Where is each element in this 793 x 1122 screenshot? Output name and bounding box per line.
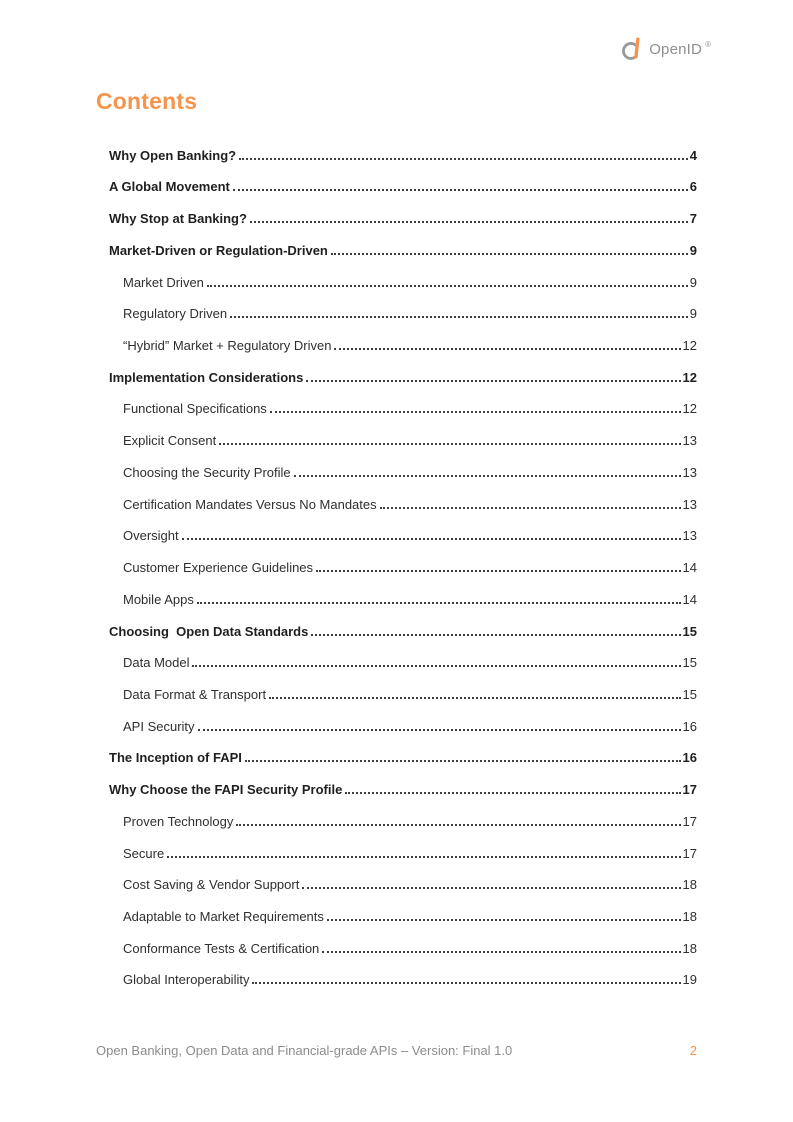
toc-dot-leader	[192, 665, 680, 667]
toc-entry-page-number: 14	[682, 560, 697, 576]
toc-dot-leader	[245, 760, 681, 762]
toc-entry-page-number: 12	[682, 401, 697, 417]
toc-entry-label: Regulatory Driven	[123, 306, 228, 322]
toc-dot-leader	[182, 538, 681, 540]
toc-entry[interactable]	[109, 353, 697, 385]
toc-dot-leader	[294, 475, 681, 477]
toc-entry[interactable]	[109, 924, 697, 956]
toc-entry-page-number: 14	[682, 591, 697, 607]
toc-entry-page-number: 13	[682, 528, 697, 544]
toc-entry[interactable]	[109, 321, 697, 353]
toc-entry-page-number: 18	[682, 877, 697, 893]
toc-entry[interactable]	[109, 131, 697, 163]
toc-dot-leader	[311, 634, 680, 636]
registered-trademark-symbol: ®	[705, 39, 711, 49]
toc-entry-label: Proven Technology	[123, 813, 234, 829]
toc-entry-label: Why Stop at Banking?	[109, 211, 247, 227]
toc-dot-leader	[252, 982, 680, 984]
toc-entry-page-number: 13	[682, 496, 697, 512]
toc-entry-page-number: 9	[689, 242, 697, 258]
toc-entry[interactable]	[109, 892, 697, 924]
toc-entry-page-number: 6	[689, 179, 697, 195]
toc-entry-label: Why Open Banking?	[109, 147, 237, 163]
toc-entry[interactable]	[109, 194, 697, 226]
toc-entry-page-number: 12	[682, 338, 697, 354]
toc-entry-label: Explicit Consent	[123, 433, 217, 449]
toc-entry[interactable]	[109, 543, 697, 575]
toc-dot-leader	[345, 792, 680, 794]
toc-entry-page-number: 17	[682, 813, 697, 829]
toc-entry-label: A Global Movement	[109, 179, 230, 195]
toc-entry-label: Functional Specifications	[123, 401, 267, 417]
toc-entry-label: Data Model	[123, 655, 190, 671]
contents-heading: Contents	[96, 88, 198, 114]
toc-entry[interactable]	[109, 512, 697, 544]
toc-entry-page-number: 15	[682, 686, 697, 702]
toc-entry[interactable]	[109, 607, 697, 639]
table-of-contents	[109, 131, 697, 987]
toc-dot-leader	[230, 316, 688, 318]
toc-entry[interactable]	[109, 416, 697, 448]
toc-entry-label: “Hybrid” Market + Regulatory Driven	[123, 338, 332, 354]
toc-entry-page-number: 15	[682, 623, 697, 639]
toc-entry-label: Market-Driven or Regulation-Driven	[109, 242, 328, 258]
toc-entry-label: Adaptable to Market Requirements	[123, 908, 324, 924]
toc-entry-label: Data Format & Transport	[123, 686, 267, 702]
toc-entry-page-number: 18	[682, 940, 697, 956]
page-footer	[96, 1043, 697, 1058]
toc-dot-leader	[250, 221, 688, 223]
toc-entry-page-number: 15	[682, 655, 697, 671]
toc-dot-leader	[302, 887, 680, 889]
toc-dot-leader	[316, 570, 680, 572]
toc-entry[interactable]	[109, 448, 697, 480]
toc-dot-leader	[233, 189, 688, 191]
toc-entry-page-number: 13	[682, 464, 697, 480]
openid-logo-text: OpenID	[649, 40, 703, 58]
toc-entry-page-number: 12	[682, 369, 697, 385]
toc-entry[interactable]	[109, 385, 697, 417]
toc-entry-label: Choosing Open Data Standards	[109, 623, 309, 639]
toc-dot-leader	[306, 380, 680, 382]
toc-entry-page-number: 17	[682, 782, 697, 798]
toc-entry-page-number: 4	[689, 147, 697, 163]
footer-document-title: Open Banking, Open Data and Financial-grade APIs – Version: Final 1.0	[96, 1043, 513, 1058]
toc-entry-page-number: 9	[689, 306, 697, 322]
toc-entry[interactable]	[109, 734, 697, 766]
toc-entry[interactable]	[109, 226, 697, 258]
toc-entry[interactable]	[109, 575, 697, 607]
toc-entry-label: Customer Experience Guidelines	[123, 560, 314, 576]
toc-dot-leader	[236, 824, 680, 826]
toc-entry[interactable]	[109, 829, 697, 861]
toc-entry-label: Implementation Considerations	[109, 369, 304, 385]
toc-dot-leader	[270, 411, 681, 413]
toc-entry-label: Choosing the Security Profile	[123, 464, 291, 480]
toc-entry-label: Market Driven	[123, 274, 204, 290]
toc-entry-page-number: 16	[682, 750, 697, 766]
toc-dot-leader	[207, 285, 688, 287]
toc-dot-leader	[198, 729, 681, 731]
toc-entry-label: Conformance Tests & Certification	[123, 940, 320, 956]
toc-entry-page-number: 17	[682, 845, 697, 861]
toc-dot-leader	[380, 507, 681, 509]
toc-dot-leader	[331, 253, 688, 255]
openid-logo-icon	[620, 34, 644, 64]
toc-dot-leader	[322, 951, 680, 953]
toc-entry-label: Why Choose the FAPI Security Profile	[109, 782, 343, 798]
toc-entry[interactable]	[109, 480, 697, 512]
toc-entry-page-number: 19	[682, 972, 697, 988]
toc-entry[interactable]	[109, 258, 697, 290]
toc-entry-label: API Security	[123, 718, 195, 734]
toc-entry[interactable]	[109, 163, 697, 195]
toc-dot-leader	[334, 348, 680, 350]
openid-logo	[620, 34, 713, 64]
toc-dot-leader	[167, 856, 680, 858]
toc-entry[interactable]	[109, 765, 697, 797]
toc-dot-leader	[239, 158, 688, 160]
toc-entry-page-number: 16	[682, 718, 697, 734]
toc-entry[interactable]	[109, 702, 697, 734]
toc-entry-page-number: 13	[682, 433, 697, 449]
toc-entry-label: Oversight	[123, 528, 179, 544]
toc-entry[interactable]	[109, 639, 697, 671]
toc-entry[interactable]	[109, 861, 697, 893]
toc-dot-leader	[269, 697, 680, 699]
toc-entry[interactable]	[109, 670, 697, 702]
toc-entry-label: Cost Saving & Vendor Support	[123, 877, 300, 893]
toc-entry-label: Mobile Apps	[123, 591, 194, 607]
toc-entry-label: Global Interoperability	[123, 972, 250, 988]
toc-entry-page-number: 7	[689, 211, 697, 227]
toc-dot-leader	[197, 602, 681, 604]
toc-entry-page-number: 9	[689, 274, 697, 290]
toc-entry-page-number: 18	[682, 908, 697, 924]
toc-entry[interactable]	[109, 956, 697, 988]
toc-dot-leader	[219, 443, 680, 445]
toc-entry-label: The Inception of FAPI	[109, 750, 242, 766]
footer-page-number: 2	[689, 1043, 697, 1058]
toc-entry[interactable]	[109, 290, 697, 322]
toc-entry-label: Secure	[123, 845, 165, 861]
toc-entry[interactable]	[109, 797, 697, 829]
toc-dot-leader	[327, 919, 681, 921]
toc-entry-label: Certification Mandates Versus No Mandates	[123, 496, 377, 512]
